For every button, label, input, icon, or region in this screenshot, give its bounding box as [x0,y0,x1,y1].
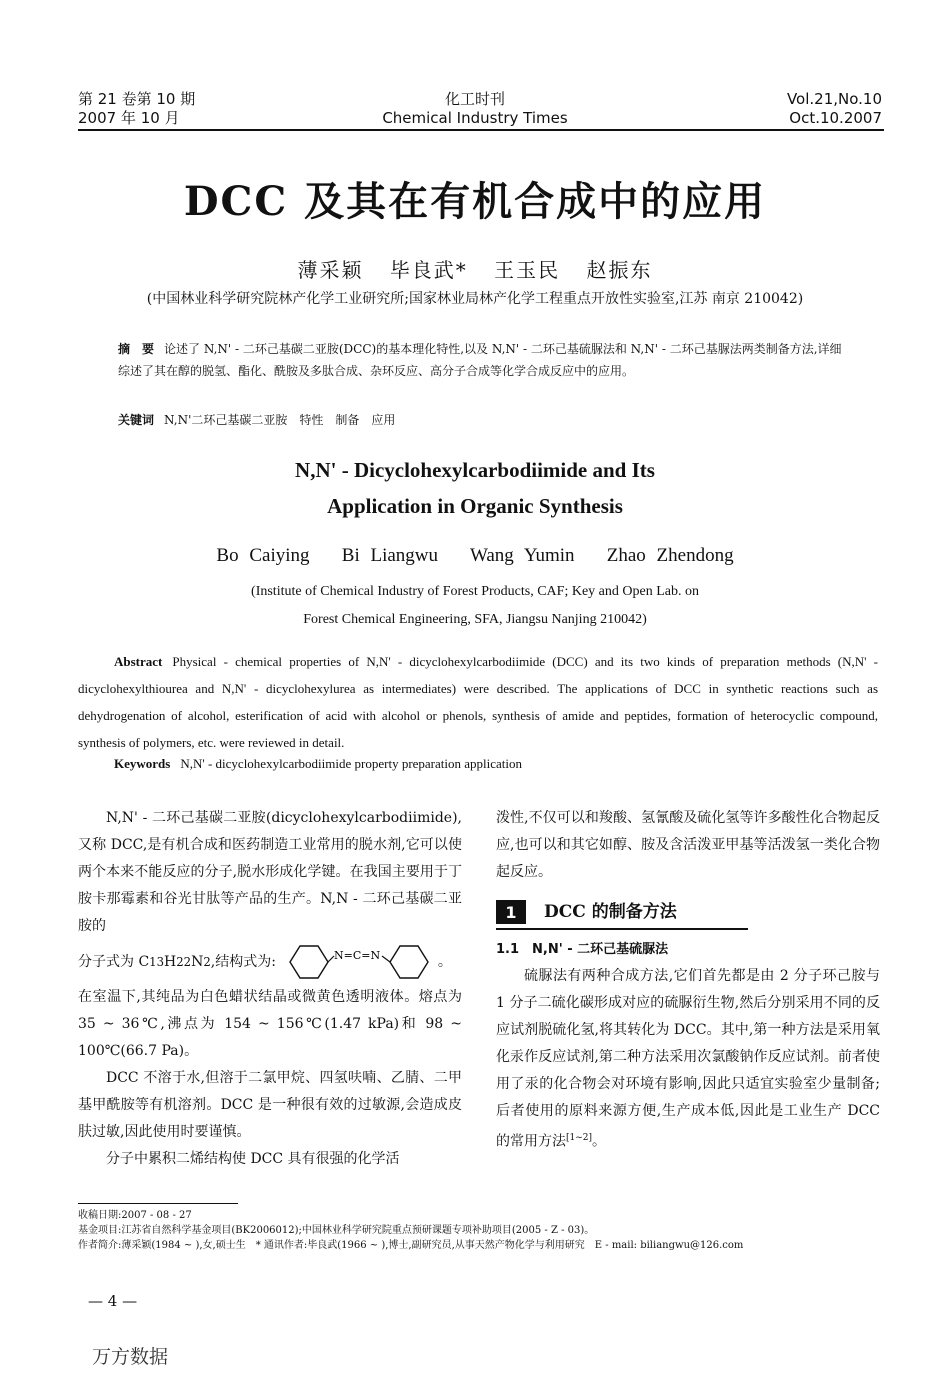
formula-end: 。 [437,953,452,970]
journal-name-cn: 化工时刊 [444,90,505,108]
abstract-en-label: Abstract [114,654,163,669]
body-left-column [78,805,462,1173]
journal-issue-left [78,90,195,128]
keywords-en [114,756,874,772]
issue-date-en: Oct.10.2007 [789,109,882,127]
paragraph: N,N' - 二环己基碳二亚胺(dicyclohexylcarbodiimide),又称 DCC,是有机合成和医药制造工业常用的脱水剂,它可以使两个本来不能反应的分子,脱水形成化学键。在我国主要用于丁胺卡那霉素和谷光甘肽等产品的生产。N,N - 二环己基碳二亚胺的 [78,810,462,934]
citation-ref: [1~2] [566,1133,593,1143]
keywords-cn-text: N,N'二环己基碳二亚胺 特性 制备 应用 [164,413,396,427]
author-en-2: Bi Liangwu [341,545,439,566]
abstract-cn-label: 摘 要 [118,342,155,356]
keywords-cn-label: 关键词 [118,413,155,427]
abstract-cn-text: 论述了 N,N' - 二环己基碳二亚胺(DCC)的基本理化特性,以及 N,N' - 二环己基硫脲法和 N,N' - 二环己基脲法两类制备方法,详细综述了其在醇的脱氢、酯化、酰胺及多肽合成、杂环反应、高分子合成等化学合成反应中的应用。 [118,342,842,378]
footnote-rule [78,1203,238,1204]
journal-issue-right [787,90,882,128]
journal-name-en: Chemical Industry Times [382,109,568,127]
page-number: — 4 — [88,1292,138,1310]
header-rule [78,129,884,131]
formula-suffix: ,结构式为: [210,953,276,970]
issue-volume: 第 21 卷第 10 期 [78,90,196,108]
formula-line [78,940,462,984]
affiliation-en-line1: (Institute of Chemical Industry of Forest Products, CAF; Key and Open Lab. on [251,584,699,599]
page-title-cn: DCC 及其在有机合成中的应用 [183,178,767,225]
formula-prefix: 分子式为 C [78,953,150,970]
authors-en [0,545,950,567]
paragraph [496,963,880,1156]
formula-sub: 22 [176,954,192,969]
section-heading [496,896,748,930]
page-title-en [0,452,950,524]
author-en-4: Zhao Zhendong [606,545,734,566]
keywords-en-label: Keywords [114,756,171,771]
abstract-cn [118,338,848,382]
paragraph: 在室温下,其纯品为白色蜡状结晶或微黄色透明液体。熔点为 35 ~ 36℃,沸点为 154 ~ 156℃(1.47 kPa)和 98 ~ 100℃(66.7 Pa)。 [78,989,462,1059]
abstract-en-text: Physical - chemical properties of N,N' - dicyclohexylcarbodiimide (DCC) and its two kinds of preparation methods (N,N' - dicyclohexylthiourea and N,N' - dicyclohexylurea as intermediates) were described. The applications of DCC in synthetic reactions such as dehydrogenation of alcohol, esterification of acid with alcohol or phenols, synthesis of amide and peptides, formation of heterocyclic compound, synthesis of polymers, etc. were reviewed in detail. [78,654,878,750]
title-en-line2: Application in Organic Synthesis [327,494,623,518]
affiliation-en-line2: Forest Chemical Engineering, SFA, Jiangsu Nanjing 210042) [303,612,647,627]
paragraph-text: 硫脲法有两种合成方法,它们首先都是由 2 分子环己胺与 1 分子二硫化碳形成对应的硫脲衍生物,然后分别采用不同的反应试剂脱硫化氢,将其转化为 DCC。其中,第一种方法是采用氧化汞作反应试剂,第二种方法采用次氯酸钠作反应试剂。前者使用了汞的化合物会对环境有影响,因此只适宜实验室少量制备;后者使用的原料来源方便,生产成本低,因此是工业生产 DCC 的常用方法 [496,968,880,1150]
authors-cn [0,254,950,283]
author-cn-4: 赵振东 [586,258,653,282]
author-en-1: Bo Caiying [216,545,310,566]
author-cn-1: 薄采颖 [297,258,364,282]
footnotes [78,1208,878,1253]
footnote-fund: 基金项目:江苏省自然科学基金项目(BK2006012);中国林业科学研究院重点预研课题专项补助项目(2005 - Z - 03)。 [78,1225,595,1236]
formula-n: N [191,953,204,970]
bond-right [382,956,390,962]
watermark: 万方数据 [92,1346,169,1368]
subsection-heading: 1.1 N,N' - 二环己基硫脲法 [496,942,669,957]
carbodiimide-label: N=C=N [333,949,381,962]
affiliation-cn: (中国林业科学研究院林产化学工业研究所;国家林业局林产化学工程重点开放性实验室,江苏 南京 210042) [146,291,804,307]
cyclohexane-ring-right [390,946,428,978]
paragraph: 泼性,不仅可以和羧酸、氢氰酸及硫化氢等许多酸性化合物起反应,也可以和其它如醇、胺及含活泼亚甲基等活泼氢一类化合物起反应。 [496,810,880,880]
abstract-en [78,648,878,756]
formula-sub: 13 [149,954,165,969]
paragraph: 分子中累积二烯结构使 DCC 具有很强的化学活 [106,1151,400,1167]
keywords-cn [118,411,848,428]
author-en-3: Wang Yumin [469,545,575,566]
section-title: DCC 的制备方法 [544,901,677,922]
footnote-received: 收稿日期:2007 - 08 - 27 [78,1210,192,1221]
author-cn-3: 王玉民 [494,258,561,282]
keywords-en-text: N,N' - dicyclohexylcarbodiimide property preparation application [180,756,523,771]
formula-h: H [164,953,177,970]
issue-date: 2007 年 10 月 [78,109,180,127]
title-en-line1: N,N' - Dicyclohexylcarbodiimide and Its [295,458,655,482]
journal-name [300,90,650,128]
section-number: 1 [496,900,526,924]
paragraph-end: 。 [592,1133,607,1150]
issue-volume-en: Vol.21,No.10 [786,90,882,108]
footnote-author: 作者简介:薄采颖(1984 ~ ),女,硕士生 * 通讯作者:毕良武(1966 ~ ),博士,副研究员,从事天然产物化学与利用研究 E - mail: biliangwu@126.com [78,1240,744,1251]
body-right-column [496,805,880,1156]
paragraph: DCC 不溶于水,但溶于二氯甲烷、四氢呋喃、乙腈、二甲基甲酰胺等有机溶剂。DCC 是一种很有效的过敏源,会造成皮肤过敏,因此使用时要谨慎。 [78,1070,462,1140]
affiliation-en [180,578,770,634]
cyclohexane-ring-left [290,946,328,978]
formula-sub: 2 [203,954,211,969]
structural-formula [278,942,438,982]
author-cn-2: 毕良武* [389,258,468,282]
